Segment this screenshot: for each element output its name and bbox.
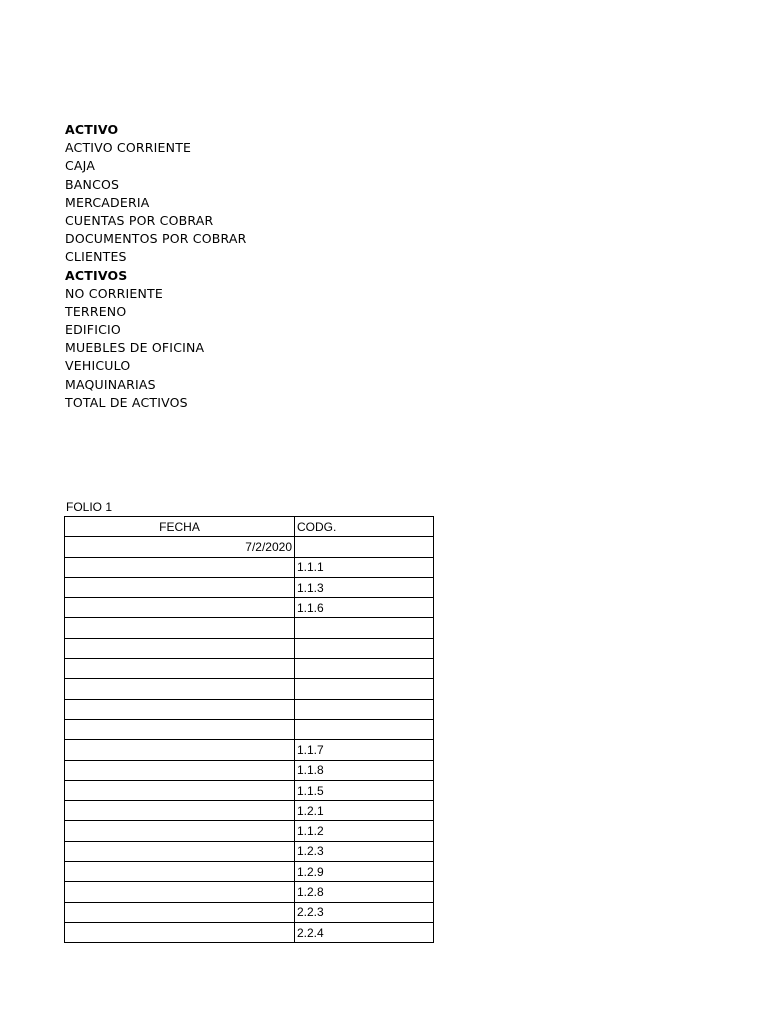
table-row <box>65 699 434 719</box>
fecha-cell <box>65 618 295 638</box>
fecha-cell <box>65 719 295 739</box>
fecha-cell <box>65 780 295 800</box>
codg-cell: 2.2.4 <box>295 922 434 942</box>
fecha-cell <box>65 902 295 922</box>
codg-cell: 1.2.1 <box>295 801 434 821</box>
codg-cell <box>295 618 434 638</box>
codg-cell: 1.2.8 <box>295 882 434 902</box>
table-row <box>65 557 434 577</box>
folio-label: FOLIO 1 <box>66 500 113 514</box>
account-item: CUENTAS POR COBRAR <box>65 212 214 228</box>
codg-cell: 1.1.5 <box>295 780 434 800</box>
account-item: EDIFICIO <box>65 322 121 338</box>
fecha-cell <box>65 841 295 861</box>
table-row <box>65 740 434 760</box>
codg-cell <box>295 699 434 719</box>
ledger-body <box>65 537 434 943</box>
codg-cell <box>295 719 434 739</box>
codg-cell: 1.1.7 <box>295 740 434 760</box>
codg-cell: 1.1.2 <box>295 821 434 841</box>
fecha-cell <box>65 638 295 658</box>
codg-cell <box>295 638 434 658</box>
table-row <box>65 719 434 739</box>
fecha-cell <box>65 557 295 577</box>
account-item: CAJA <box>65 158 96 174</box>
fecha-cell <box>65 801 295 821</box>
codg-header: CODG. <box>295 517 434 537</box>
fecha-cell <box>65 821 295 841</box>
ledger-table <box>64 516 434 943</box>
account-item: VEHICULO <box>65 358 131 374</box>
codg-cell <box>295 679 434 699</box>
table-row <box>65 902 434 922</box>
table-row <box>65 679 434 699</box>
table-row <box>65 862 434 882</box>
account-item: DOCUMENTOS POR COBRAR <box>65 231 247 247</box>
fecha-cell <box>65 922 295 942</box>
account-item: NO CORRIENTE <box>65 285 163 301</box>
codg-cell: 1.2.9 <box>295 862 434 882</box>
table-row <box>65 922 434 942</box>
fecha-cell <box>65 740 295 760</box>
table-row <box>65 841 434 861</box>
table-row <box>65 638 434 658</box>
table-row <box>65 618 434 638</box>
fecha-cell <box>65 760 295 780</box>
account-list <box>65 121 247 412</box>
table-row <box>65 760 434 780</box>
account-item: ACTIVO <box>65 122 119 137</box>
account-item: CLIENTES <box>65 249 127 265</box>
fecha-cell <box>65 699 295 719</box>
fecha-cell <box>65 659 295 679</box>
codg-cell: 1.1.8 <box>295 760 434 780</box>
account-item: MUEBLES DE OFICINA <box>65 340 205 356</box>
codg-cell: 1.1.3 <box>295 577 434 597</box>
fecha-cell <box>65 577 295 597</box>
table-row <box>65 577 434 597</box>
fecha-cell <box>65 679 295 699</box>
codg-cell: 1.1.6 <box>295 598 434 618</box>
codg-cell <box>295 659 434 679</box>
fecha-cell: 7/2/2020 <box>65 537 295 557</box>
fecha-cell <box>65 862 295 882</box>
table-row <box>65 537 434 557</box>
table-row <box>65 598 434 618</box>
table-row <box>65 821 434 841</box>
codg-cell <box>295 537 434 557</box>
table-row <box>65 801 434 821</box>
fecha-header: FECHA <box>65 517 295 537</box>
codg-cell: 2.2.3 <box>295 902 434 922</box>
account-item: BANCOS <box>65 176 120 192</box>
account-item: TERRENO <box>65 303 127 319</box>
table-row <box>65 882 434 902</box>
table-row <box>65 659 434 679</box>
account-item: ACTIVO CORRIENTE <box>65 140 192 156</box>
fecha-cell <box>65 882 295 902</box>
fecha-cell <box>65 598 295 618</box>
table-row <box>65 780 434 800</box>
account-item: TOTAL DE ACTIVOS <box>65 394 188 410</box>
codg-cell: 1.2.3 <box>295 841 434 861</box>
account-item: MAQUINARIAS <box>65 376 156 392</box>
account-item: ACTIVOS <box>65 267 128 283</box>
table-header-row <box>65 517 434 537</box>
account-item: MERCADERIA <box>65 194 150 210</box>
codg-cell: 1.1.1 <box>295 557 434 577</box>
